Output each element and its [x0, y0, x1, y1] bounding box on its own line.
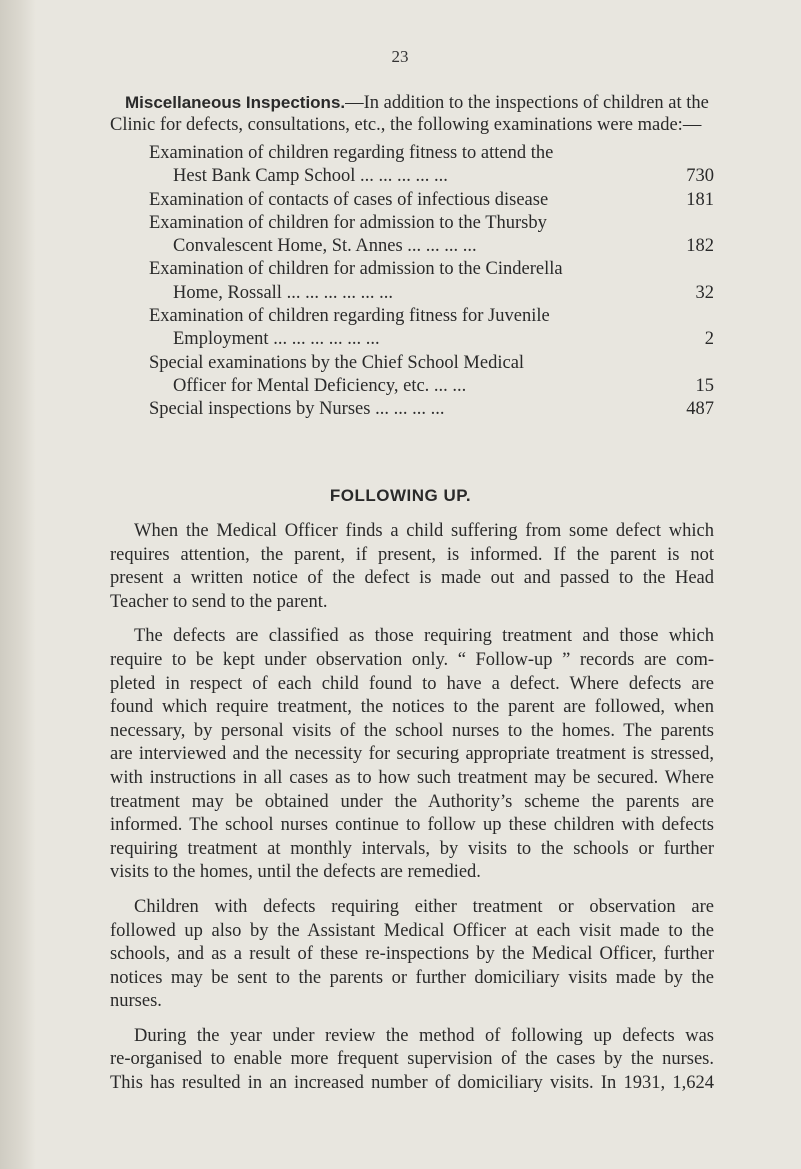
examination-row: [149, 305, 714, 352]
examination-label-line: Special examinations by the Chief School Medical: [149, 352, 525, 373]
examination-count: 182: [686, 236, 714, 257]
intro-text: —In addition to the inspections of children at the Clinic for defects, consultations, etc., the following examinations were made:—: [110, 93, 709, 135]
paragraph-line: visits to the homes, until the defects are remedied.: [110, 862, 481, 883]
examination-count: 181: [686, 189, 714, 210]
paragraph-line: Children with defects requiring either treatment or observation are: [134, 896, 714, 917]
intro-paragraph: [110, 92, 710, 136]
examination-label-line: Examination of children regarding fitness for Juvenile: [149, 306, 550, 327]
examination-count: 2: [704, 329, 714, 350]
examination-label-line: Examination of children regarding fitness to attend the: [149, 143, 554, 163]
paragraph-line: When the Medical Officer finds a child suffering from some defect which: [134, 521, 714, 541]
paragraph-line: treatment may be obtained under the Authority’s scheme the parents are: [110, 791, 714, 812]
paragraph-line: necessary, by personal visits of the school nurses to the homes. The parents: [110, 720, 714, 741]
paragraph-line: informed. The school nurses continue to follow up these children with defects: [110, 815, 714, 836]
intro-lead: Miscellaneous Inspections.: [125, 93, 346, 112]
body-text: [110, 520, 714, 1107]
section-heading: FOLLOWING UP.: [329, 486, 472, 505]
examination-label-line: Examination of contacts of cases of infectious disease: [149, 189, 549, 210]
body-paragraph: [110, 520, 714, 614]
examination-row: [149, 142, 714, 189]
paragraph-line: During the year under review the method of following up defects was: [134, 1025, 714, 1046]
examination-row: [149, 258, 714, 305]
paragraph-line: are interviewed and the necessity for securing appropriate treatment is stressed,: [110, 744, 714, 765]
paragraph-line: found which require treatment, the notices to the parent are followed, when: [110, 697, 714, 718]
examination-label-line: Home, Rossall ... ... ... ... ... ...: [173, 282, 393, 303]
paragraph-line: This has resulted in an increased number of domiciliary visits. In 1931, 1,624: [110, 1073, 714, 1094]
paragraph-line: followed up also by the Assistant Medical Officer at each visit made to the: [110, 920, 714, 941]
examination-row: [149, 398, 714, 421]
paragraph-line: Teacher to send to the parent.: [110, 591, 328, 612]
paragraph-line: present a written notice of the defect is made out and passed to the Head: [110, 568, 714, 589]
examination-label-line: Examination of children for admission to the Thursby: [149, 212, 547, 233]
examination-label-line: Special inspections by Nurses ... ... ... ...: [149, 399, 445, 420]
paragraph-line: nurses.: [110, 991, 162, 1012]
paragraph-line: The defects are classified as those requiring treatment and those which: [134, 626, 714, 647]
paragraph-line: notices may be sent to the parents or further domiciliary visits made by the: [110, 967, 714, 988]
examination-count: 487: [686, 399, 714, 420]
paragraph-line: pleted in respect of each child found to have a defect. Where defects are: [110, 673, 714, 694]
examination-label-line: Officer for Mental Deficiency, etc. ... ...: [173, 375, 467, 396]
examination-count: 730: [686, 166, 714, 187]
page-number: 23: [391, 47, 409, 66]
paragraph-line: requiring treatment at monthly intervals, by visits to the schools or further: [110, 838, 714, 859]
examination-label-line: Examination of children for admission to the Cinderella: [149, 259, 563, 280]
examination-label-line: Convalescent Home, St. Annes ... ... ... ...: [173, 236, 477, 257]
examination-row: [149, 189, 714, 212]
body-paragraph: [110, 896, 714, 1014]
examination-count: 32: [695, 282, 714, 303]
body-paragraph: [110, 625, 714, 885]
examination-row: [149, 352, 714, 399]
body-paragraph: [110, 1025, 714, 1096]
paragraph-line: requires attention, the parent, if present, is informed. If the parent is not: [110, 544, 714, 565]
examination-row: [149, 212, 714, 259]
paragraph-line: schools, and as a result of these re-inspections by the Medical Officer, further: [110, 944, 714, 965]
examinations-list: [149, 142, 714, 422]
paragraph-line: with instructions in all cases as to how such treatment may be secured. Where: [110, 767, 714, 788]
examination-label-line: Employment ... ... ... ... ... ...: [173, 329, 380, 350]
paragraph-line: re-organised to enable more frequent supervision of the cases by the nurses.: [110, 1049, 714, 1070]
examination-count: 15: [695, 375, 714, 396]
examination-label-line: Hest Bank Camp School ... ... ... ... ...: [173, 166, 448, 187]
paragraph-line: require to be kept under observation only. “ Follow-up ” records are com-: [110, 649, 714, 670]
